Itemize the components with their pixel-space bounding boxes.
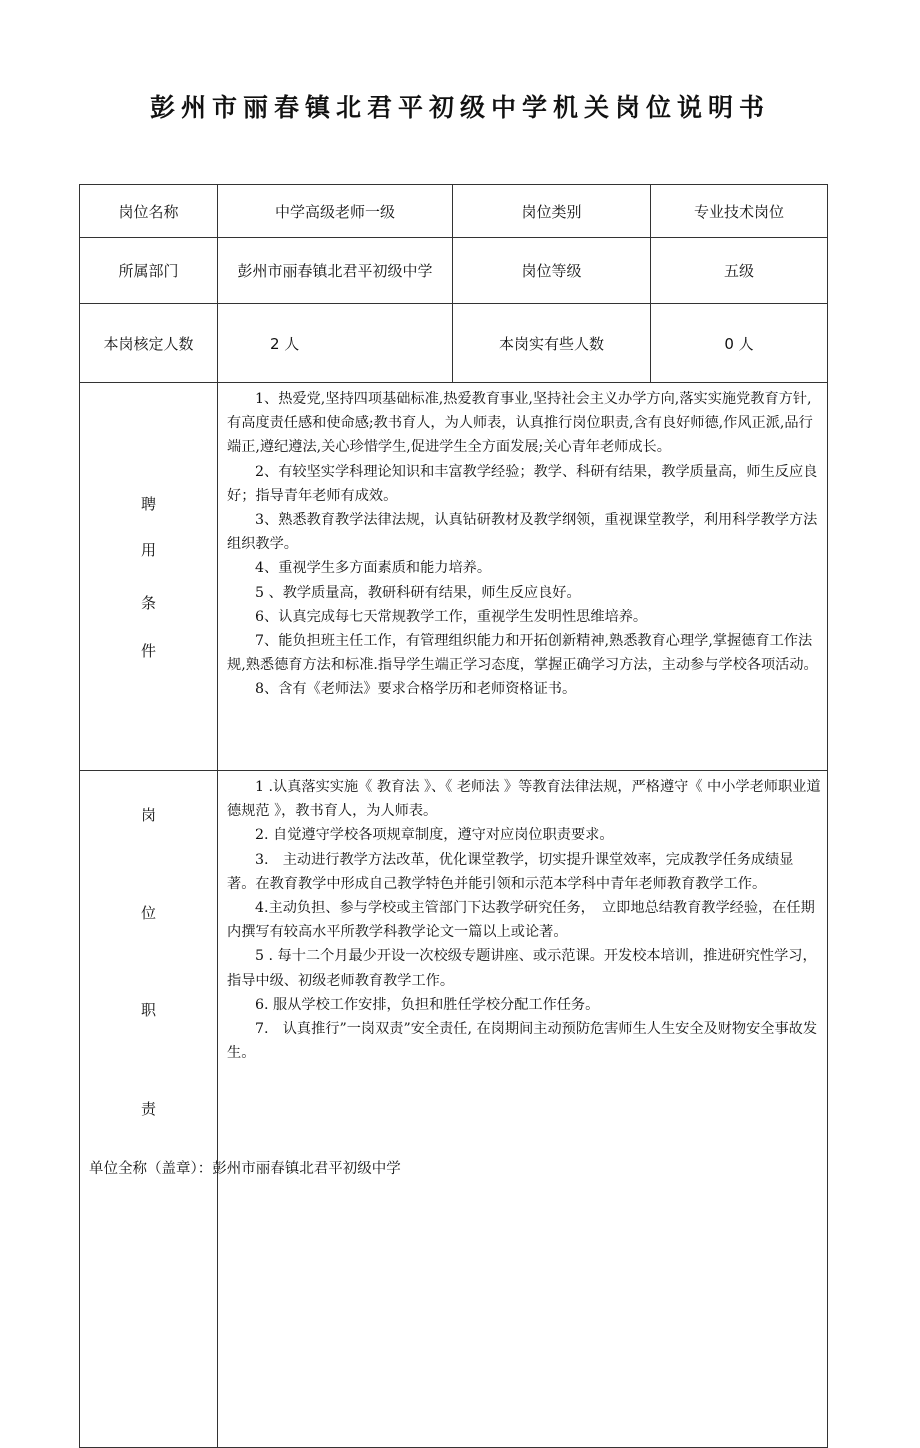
duties-label bbox=[80, 771, 218, 1448]
position-name-label: 岗位名称 bbox=[80, 185, 218, 238]
table-row bbox=[80, 304, 828, 383]
list-item: 6、认真完成每七天常规教学工作，重视学生发明性思维培养。 bbox=[255, 608, 648, 625]
list-item: 6. 服从学校工作安排，负担和胜任学校分配工作任务。 bbox=[255, 996, 600, 1013]
list-item: 2. 自觉遵守学校各项规章制度，遵守对应岗位职责要求。 bbox=[255, 827, 614, 844]
document-title: 彭州市丽春镇北君平初级中学机关岗位说明书 bbox=[149, 93, 770, 122]
position-grade-value: 五级 bbox=[651, 238, 828, 304]
department-label: 所属部门 bbox=[80, 238, 218, 304]
duties-label-char: 位 bbox=[140, 904, 156, 922]
approved-headcount-value: 2 人 bbox=[218, 304, 453, 383]
actual-headcount-label: 本岗实有些人数 bbox=[453, 304, 651, 383]
conditions-label bbox=[80, 383, 218, 771]
position-name-value: 中学高级老师一级 bbox=[218, 185, 453, 238]
position-category-label: 岗位类别 bbox=[453, 185, 651, 238]
table-row bbox=[80, 383, 828, 771]
position-grade-label: 岗位等级 bbox=[453, 238, 651, 304]
table-row bbox=[80, 185, 828, 238]
list-item: 4、重视学生多方面素质和能力培养。 bbox=[255, 560, 492, 577]
list-item: 2、有较坚实学科理论知识和丰富教学经验；教学、科研有结果，教学质量高，师生反应良好；指导青年老师有成效。 bbox=[227, 463, 818, 504]
job-description-table bbox=[79, 184, 828, 1448]
duties-label-char: 岗 bbox=[140, 806, 156, 824]
approved-headcount-label: 本岗核定人数 bbox=[80, 304, 218, 383]
list-item: 3. 主动进行教学方法改革，优化课堂教学，切实提升课堂效率，完成教学任务成绩显著。在教育教学中形成自己教学特色并能引领和示范本学科中青年老师教育教学工作。 bbox=[227, 851, 794, 892]
conditions-label-char: 聘 bbox=[140, 495, 156, 513]
department-value: 彭州市丽春镇北君平初级中学 bbox=[218, 238, 453, 304]
list-item: 7、能负担班主任工作，有管理组织能力和开拓创新精神,熟悉教育心理学,掌握德育工作法规,熟悉德育方法和标准.指导学生端正学习态度，掌握正确学习方法，主动参与学校各项活动。 bbox=[227, 633, 818, 674]
conditions-label-char: 条 bbox=[140, 594, 156, 612]
table-row bbox=[80, 238, 828, 304]
conditions-label-char: 件 bbox=[140, 642, 156, 660]
list-item: 5 . 每十二个月最少开设一次校级专题讲座、或示范课。开发校本培训，推进研究性学习，指导中级、初级老师教育教学工作。 bbox=[227, 948, 817, 989]
table-row bbox=[80, 771, 828, 1448]
list-item: 1 .认真落实实施《 教育法 》、《 老师法 》等教育法律法规，严格遵守《 中小学老师职业道德规范 》，教书育人，为人师表。 bbox=[227, 779, 821, 820]
list-item: 5 、教学质量高，教研科研有结果，师生反应良好。 bbox=[255, 584, 581, 601]
conditions-label-char: 用 bbox=[140, 541, 156, 559]
list-item: 1、热爱党,坚持四项基础标准,热爱教育事业,坚持社会主义办学方向,落实实施党教育方针,有高度责任感和使命感;教书育人，为人师表，认真推行岗位职责,含有良好师德,作风正派,品行端正,遵纪遵法,关心珍惜学生,促进学生全方面发展;关心青年老师成长。 bbox=[227, 391, 813, 456]
duties-content bbox=[218, 771, 828, 1448]
conditions-content bbox=[218, 383, 828, 771]
actual-headcount-value: 0 人 bbox=[651, 304, 828, 383]
position-category-value: 专业技术岗位 bbox=[651, 185, 828, 238]
organization-footer: 单位全称（盖章）：彭州市丽春镇北君平初级中学 bbox=[89, 1161, 401, 1177]
duties-label-char: 责 bbox=[140, 1100, 156, 1118]
list-item: 8、含有《老师法》要求合格学历和老师资格证书。 bbox=[255, 681, 577, 698]
list-item: 3、熟悉教育教学法律法规，认真钻研教材及教学纲领，重视课堂教学，利用科学教学方法组织教学。 bbox=[227, 512, 818, 553]
list-item: 7. 认真推行”一岗双责”安全责任, 在岗期间主动预防危害师生人生安全及财物安全事故发生。 bbox=[227, 1021, 818, 1062]
list-item: 4.主动负担、参与学校或主管部门下达教学研究任务， 立即地总结教育教学经验，在任期内撰写有较高水平所教学科教学论文一篇以上或论著。 bbox=[227, 900, 815, 941]
duties-label-char: 职 bbox=[140, 1001, 156, 1019]
